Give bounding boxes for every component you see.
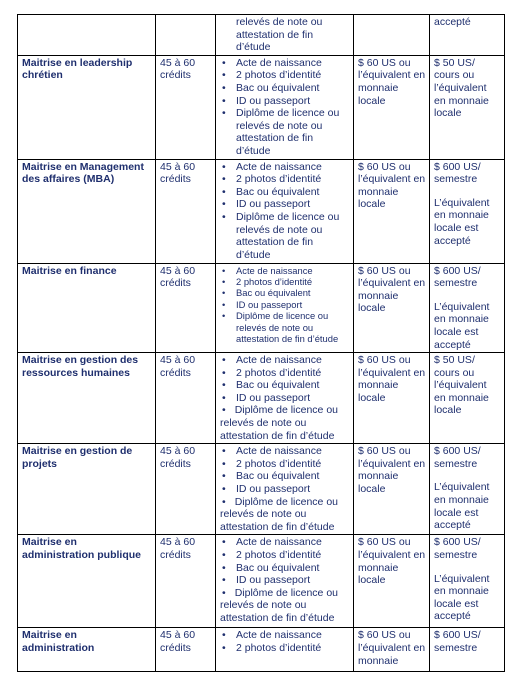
required-documents-list (220, 161, 350, 262)
tuition-fee-line: $ 50 US/ cours ou l’équivalent en monnaie locale (434, 354, 489, 417)
document-list-item (220, 276, 350, 287)
tuition-fee-cell (430, 159, 505, 263)
document-label: Acte de naissance (236, 264, 313, 276)
inscription-fee: $ 60 US ou l’équivalent en monnaie locale (358, 56, 426, 107)
program-name: Maitrise en Management des affaires (MBA) (22, 160, 144, 186)
program-name-cell (18, 535, 156, 628)
tuition-fee-line: accepté (434, 16, 471, 28)
required-documents-cell (216, 444, 354, 535)
required-documents-cell (216, 263, 354, 353)
credits-value: 45 à 60 crédits (160, 56, 196, 82)
document-list-item (220, 354, 350, 367)
spacer (434, 562, 501, 573)
document-list-item (220, 536, 350, 549)
inscription-fee-cell (354, 55, 430, 159)
program-name-cell (18, 159, 156, 263)
document-list-item (220, 367, 350, 380)
tuition-fee-line: L’équivalent en monnaie locale est accepté (434, 300, 490, 351)
program-name-cell (18, 444, 156, 535)
tuition-fee-cell (430, 535, 505, 628)
program-name-cell (18, 263, 156, 353)
tuition-fee-line: $ 50 US/ cours ou l’équivalent en monnaie locale (434, 56, 489, 120)
credits-value: 45 à 60 crédits (160, 264, 196, 290)
inscription-fee: $ 60 US ou l’équivalent en monnaie locale (358, 536, 426, 587)
document-label: 2 photos d’identité (236, 275, 313, 287)
document-label: Acte de naissance (236, 445, 322, 458)
credits-value: 45 à 60 crédits (160, 354, 196, 379)
credits-cell (156, 535, 216, 628)
document-label: ID ou passeport (236, 574, 311, 587)
table-row (18, 628, 505, 672)
tuition-fee-cell (430, 55, 505, 159)
document-list-item (220, 470, 350, 483)
tuition-fee-cell (430, 15, 505, 56)
inscription-fee: $ 60 US ou l’équivalent en monnaie locale (358, 264, 426, 315)
document-label: Diplôme de licence ou relevés de note ou attestation de fin d’étude (220, 495, 338, 533)
required-documents-cell (216, 535, 354, 628)
document-label: ID ou passeport (236, 483, 311, 496)
document-list-item (220, 161, 350, 174)
document-list-item (220, 95, 350, 108)
inscription-fee-cell (354, 263, 430, 353)
credits-value: 45 à 60 crédits (160, 536, 196, 561)
document-label: Bac ou équivalent (236, 185, 320, 198)
document-label: Acte de naissance (236, 536, 322, 549)
tuition-fee-line: $ 600 US/ semestre (434, 264, 481, 290)
document-list-item (220, 198, 350, 211)
spacer (434, 290, 501, 301)
table-row (18, 353, 505, 444)
document-continuation-line: relevés de note ou (236, 16, 323, 28)
table-row (18, 444, 505, 535)
document-list-item (220, 458, 350, 471)
document-label: Diplôme de licence ou relevés de note ou attestation de fin d’étude (236, 210, 340, 261)
credits-value: 45 à 60 crédits (160, 445, 196, 470)
tuition-fee-line: L’équivalent en monnaie locale est accepté (434, 481, 490, 532)
tuition-fee-cell (430, 444, 505, 535)
required-documents-cell (216, 353, 354, 444)
tuition-fee-cell (430, 628, 505, 672)
table-row (18, 263, 505, 353)
document-label: 2 photos d’identité (236, 642, 322, 654)
tuition-fee-line: $ 600 US/ semestre (434, 536, 481, 561)
document-list-item (220, 211, 350, 261)
inscription-fee-cell (354, 159, 430, 263)
table-row (18, 55, 505, 159)
inscription-fee-cell (354, 444, 430, 535)
document-list-item (220, 287, 350, 298)
table-row (18, 15, 505, 56)
credits-cell (156, 353, 216, 444)
required-documents-list (220, 629, 350, 654)
document-label: Diplôme de licence ou relevés de note ou attestation de fin d’étude (220, 404, 338, 442)
tuition-fee-line: $ 600 US/ semestre (434, 629, 481, 654)
credits-cell (156, 15, 216, 56)
document-list-item (220, 642, 350, 655)
program-name: Maitrise en gestion de projets (22, 445, 133, 470)
program-name: Maitrise en leadership chrétien (22, 56, 133, 82)
required-documents-list (220, 265, 350, 345)
document-list-item (220, 57, 350, 70)
document-label: 2 photos d’identité (236, 173, 322, 186)
document-list-item (220, 587, 350, 625)
inscription-fee-cell (354, 353, 430, 444)
document-list-item (220, 310, 350, 344)
credits-cell (156, 444, 216, 535)
document-list-item (220, 392, 350, 405)
document-list-item (220, 69, 350, 82)
document-label: ID ou passeport (236, 198, 311, 211)
document-list-item (220, 574, 350, 587)
program-name: Maitrise en administration (22, 629, 95, 654)
credits-cell (156, 159, 216, 263)
document-list-item (220, 496, 350, 534)
required-documents-cell (216, 628, 354, 672)
inscription-fee: $ 60 US ou l’équivalent en monnaie locale (358, 354, 426, 404)
document-list-item (220, 186, 350, 199)
document-label: ID ou passeport (236, 94, 311, 107)
spacer (434, 470, 501, 481)
required-documents-cell (216, 55, 354, 159)
credits-cell (156, 55, 216, 159)
document-label: ID ou passeport (236, 391, 311, 404)
tuition-fee-line: L’équivalent en monnaie locale est accepté (434, 196, 490, 247)
document-list-item (220, 562, 350, 575)
document-label: Bac ou équivalent (236, 81, 320, 94)
document-list-item (220, 82, 350, 95)
document-list-item (220, 445, 350, 458)
tuition-fee-line: $ 600 US/ semestre (434, 160, 481, 186)
document-continuation-line: attestation de fin (236, 28, 314, 41)
document-label: Diplôme de licence ou relevés de note ou attestation de fin d’étude (236, 310, 339, 344)
document-label: 2 photos d’identité (236, 457, 322, 470)
document-continuation-line: d’étude (236, 41, 271, 54)
program-name-cell (18, 15, 156, 56)
program-name: Maitrise en finance (22, 264, 117, 277)
document-label: 2 photos d’identité (236, 69, 322, 82)
credits-cell (156, 628, 216, 672)
inscription-fee: $ 60 US ou l’équivalent en monnaie (358, 629, 426, 667)
document-list-item (220, 299, 350, 310)
document-label: Bac ou équivalent (236, 287, 311, 299)
document-label: Acte de naissance (236, 629, 322, 642)
required-documents-cell (216, 15, 354, 56)
inscription-fee: $ 60 US ou l’équivalent en monnaie locale (358, 445, 426, 496)
tuition-fee-line: $ 600 US/ semestre (434, 445, 481, 470)
document-label: 2 photos d’identité (236, 366, 322, 379)
credits-value: 45 à 60 crédits (160, 629, 196, 654)
required-documents-list (220, 536, 350, 624)
document-label: Bac ou équivalent (236, 561, 320, 574)
tuition-fee-line: L’équivalent en monnaie locale est accepté (434, 572, 490, 623)
inscription-fee-cell (354, 15, 430, 56)
credits-value: 45 à 60 crédits (160, 160, 196, 186)
document-list-item (220, 549, 350, 562)
program-name: Maitrise en administration publique (22, 536, 142, 561)
table-row (18, 535, 505, 628)
document-list-item (220, 265, 350, 276)
tuition-fee-cell (430, 263, 505, 353)
inscription-fee-cell (354, 628, 430, 672)
document-label: 2 photos d’identité (236, 549, 322, 561)
document-list-item (220, 483, 350, 496)
spacer (434, 186, 501, 197)
required-documents-cell (216, 159, 354, 263)
tuition-fee-cell (430, 353, 505, 444)
table-row (18, 159, 505, 263)
document-label: Bac ou équivalent (236, 470, 320, 483)
document-label: Acte de naissance (236, 354, 322, 367)
inscription-fee-cell (354, 535, 430, 628)
document-list-item (220, 404, 350, 442)
program-name: Maitrise en gestion des ressources humaines (22, 354, 139, 379)
credits-cell (156, 263, 216, 353)
document-label: ID ou passeport (236, 298, 303, 310)
program-name-cell (18, 353, 156, 444)
document-list-item (220, 379, 350, 392)
required-documents-list (220, 57, 350, 158)
document-label: Diplôme de licence ou relevés de note ou attestation de fin d’étude (220, 586, 338, 624)
program-name-cell (18, 628, 156, 672)
document-list-item (220, 173, 350, 186)
program-name-cell (18, 55, 156, 159)
document-label: Acte de naissance (236, 56, 322, 69)
required-documents-list (220, 445, 350, 533)
inscription-fee: $ 60 US ou l’équivalent en monnaie locale (358, 160, 426, 211)
document-list-item (220, 107, 350, 157)
document-label: Acte de naissance (236, 160, 322, 173)
required-documents-list (220, 354, 350, 442)
document-list-item (220, 629, 350, 642)
document-label: Bac ou équivalent (236, 379, 320, 392)
document-label: Diplôme de licence ou relevés de note ou attestation de fin d’étude (236, 107, 340, 157)
programs-table (17, 14, 505, 672)
